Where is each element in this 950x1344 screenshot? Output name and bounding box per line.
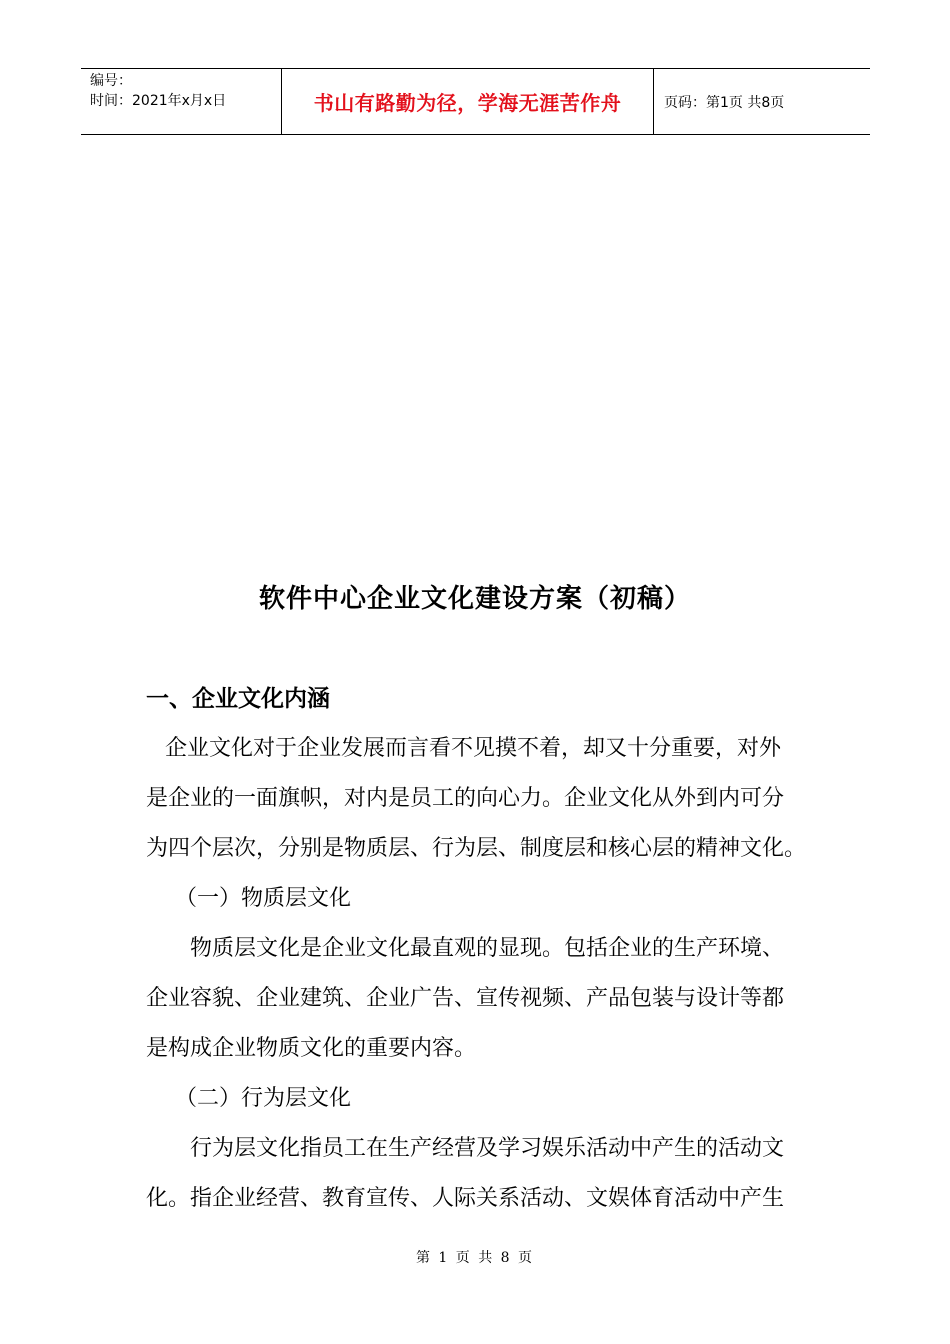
document-date-label: 时间：2021年x月x日: [90, 93, 227, 109]
body-line: 为四个层次，分别是物质层、行为层、制度层和核心层的精神文化。: [146, 836, 807, 861]
header-motto: 书山有路勤为径，学海无涯苦作舟: [281, 69, 654, 134]
document-title: 软件中心企业文化建设方案（初稿）: [258, 584, 691, 614]
page-header: [81, 68, 870, 135]
section-heading: 一、企业文化内涵: [146, 686, 330, 712]
body-line: 行为层文化指员工在生产经营及学习娱乐活动中产生的活动文: [190, 1136, 785, 1161]
subsection-heading: （一）物质层文化: [175, 886, 352, 911]
document-body: [146, 724, 812, 1224]
body-line: 是构成企业物质文化的重要内容。: [146, 1036, 477, 1061]
body-line: 物质层文化是企业文化最直观的显现。包括企业的生产环境、: [190, 936, 785, 961]
body-line: 企业文化对于企业发展而言看不见摸不着，却又十分重要，对外: [165, 736, 782, 761]
header-page-info: 页码：第1页 共8页: [664, 94, 785, 111]
subsection-heading: （二）行为层文化: [175, 1086, 352, 1111]
body-line: 化。指企业经营、教育宣传、人际关系活动、文娱体育活动中产生: [146, 1186, 785, 1211]
header-meta: [81, 69, 281, 134]
body-line: 是企业的一面旗帜，对内是员工的向心力。企业文化从外到内可分: [146, 786, 785, 811]
page-footer: 第 1 页 共 8 页: [415, 1250, 535, 1266]
body-line: 企业容貌、企业建筑、企业广告、宣传视频、产品包装与设计等都: [146, 986, 785, 1011]
document-number-label: 编号：: [90, 73, 132, 89]
